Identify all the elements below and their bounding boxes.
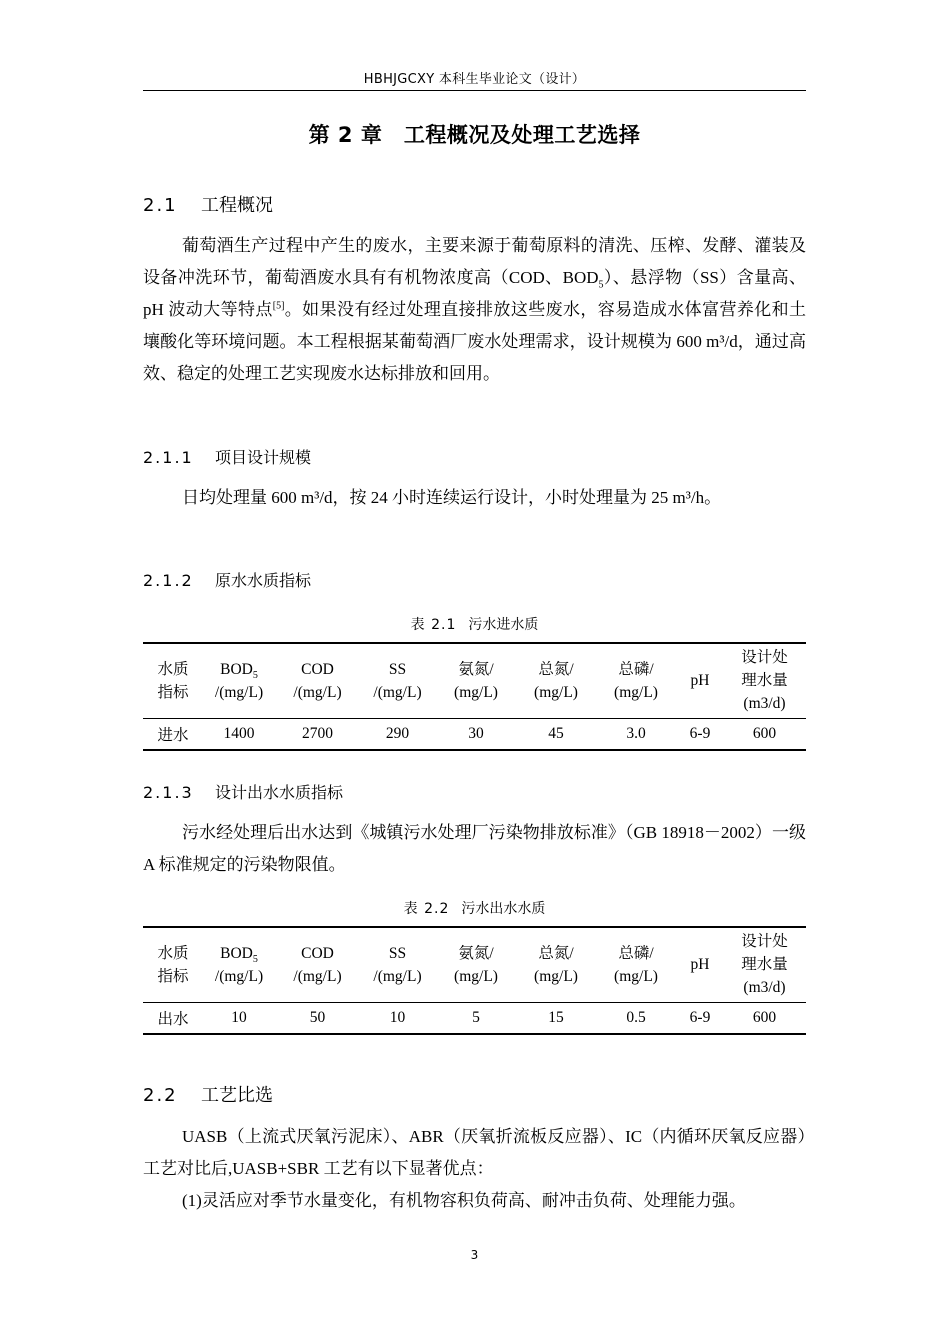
col-header: 总氮/ (mg/L)	[534, 660, 578, 701]
table-cell: 进水	[157, 726, 189, 744]
influent-quality-table	[143, 642, 806, 751]
col-header: COD /(mg/L)	[293, 944, 342, 985]
col-header: 氨氮/ (mg/L)	[454, 660, 498, 701]
table-cell: 290	[385, 724, 410, 742]
section-number: 2.1.1	[143, 448, 194, 467]
page-header: HBHJGCXY 本科生毕业论文（设计）	[363, 72, 586, 87]
col-header: SS /(mg/L)	[373, 660, 422, 701]
col-header: COD /(mg/L)	[293, 660, 342, 701]
table-row	[143, 718, 806, 750]
table-cell: 3.0	[626, 724, 646, 742]
paragraph-process-comparison: UASB（上流式厌氧污泥床）、ABR（厌氧折流板反应器）、IC（内循环厌氧反应器）工艺对比后,UASB+SBR 工艺有以下显著优点： (1)灵活应对季节水量变化，有机物容积负荷高、耐冲击负荷、处理能力强。	[143, 1121, 806, 1217]
table-cell: 600	[752, 724, 777, 742]
page-number: 3	[470, 1248, 479, 1262]
table-cell: 10	[231, 1008, 247, 1026]
table-cell: 2700	[302, 724, 333, 742]
table-cell: 45	[548, 724, 564, 742]
paragraph-overview: 葡萄酒生产过程中产生的废水，主要来源于葡萄原料的清洗、压榨、发酵、灌装及设备冲洗环节，葡萄酒废水具有有机物浓度高（COD、$BOD_5$）、悬浮物（SS）含量高、pH 波动大等特点[5]。如果没有经过处理直接排放这些废水，容易造成水体富营养化和土壤酸化等环境问题。本工程根据某葡萄酒厂废水处理需求，设计规模为 600 m³/d，通过高效、稳定的处理工艺实现废水达标排放和回用。	[143, 236, 806, 383]
table-cell: 6-9	[689, 1008, 711, 1026]
col-header: 氨氮/ (mg/L)	[454, 944, 498, 985]
section-heading-2-1	[143, 191, 273, 217]
col-header: 设计处 理水量 (m3/d)	[741, 649, 788, 713]
section-title: 工艺比选	[201, 1085, 273, 1106]
col-header: $BOD_5$ /(mg/L)	[214, 660, 264, 701]
table-cell: 15	[548, 1008, 564, 1026]
section-heading-2-1-3	[143, 780, 343, 803]
col-header: 设计处 理水量 (m3/d)	[741, 933, 788, 997]
col-header: 总磷/ (mg/L)	[614, 944, 658, 985]
col-header: pH	[690, 672, 710, 690]
section-title: 设计出水水质指标	[215, 783, 344, 802]
table-cell: 50	[309, 1008, 326, 1026]
col-header: 水质 指标	[157, 944, 189, 985]
col-header: 总磷/ (mg/L)	[614, 660, 658, 701]
citation-ref[interactable]: [5]	[272, 300, 285, 312]
paragraph-design-scale: 日均处理量 600 m³/d，按 24 小时连续运行设计，小时处理量为 25 m³/h。	[182, 488, 722, 507]
table-header-row	[143, 927, 806, 1002]
section-heading-2-2	[143, 1081, 273, 1107]
col-header: SS /(mg/L)	[373, 944, 422, 985]
section-title: 项目设计规模	[215, 448, 312, 467]
advantage-item-1: (1)灵活应对季节水量变化，有机物容积负荷高、耐冲击负荷、处理能力强。	[182, 1191, 746, 1210]
section-title: 工程概况	[201, 195, 273, 216]
table-row	[143, 1002, 806, 1034]
table-cell: 6-9	[689, 724, 711, 742]
table-caption-2: 表 2.2 污水出水水质	[403, 901, 546, 917]
table-cell: 30	[468, 724, 484, 742]
col-header: $BOD_5$ /(mg/L)	[214, 944, 264, 985]
table-cell: 出水	[157, 1010, 189, 1028]
section-number: 2.1.3	[143, 783, 194, 802]
table-cell: 600	[752, 1008, 777, 1026]
effluent-quality-table	[143, 926, 806, 1035]
paragraph-effluent-standard: 污水经处理后出水达到《城镇污水处理厂污染物排放标准》（GB 18918－2002）一级 A 标准规定的污染物限值。	[143, 823, 806, 874]
section-number: 2.1	[143, 195, 178, 216]
table-caption-1: 表 2.1 污水进水质	[410, 617, 539, 633]
table-cell: 5	[472, 1008, 480, 1026]
header-rule	[143, 90, 806, 91]
section-heading-2-1-2	[143, 568, 311, 591]
table-cell: 10	[389, 1008, 406, 1026]
section-heading-2-1-1	[143, 445, 311, 468]
col-header: pH	[690, 956, 710, 974]
section-number: 2.2	[143, 1085, 178, 1106]
table-header-row	[143, 643, 806, 718]
table-cell: 0.5	[626, 1008, 646, 1026]
section-title: 原水水质指标	[215, 571, 312, 590]
col-header: 水质 指标	[157, 660, 189, 701]
section-number: 2.1.2	[143, 571, 194, 590]
chapter-title: 第 2 章 工程概况及处理工艺选择	[308, 123, 641, 147]
col-header: 总氮/ (mg/L)	[534, 944, 578, 985]
table-cell: 1400	[223, 724, 255, 742]
